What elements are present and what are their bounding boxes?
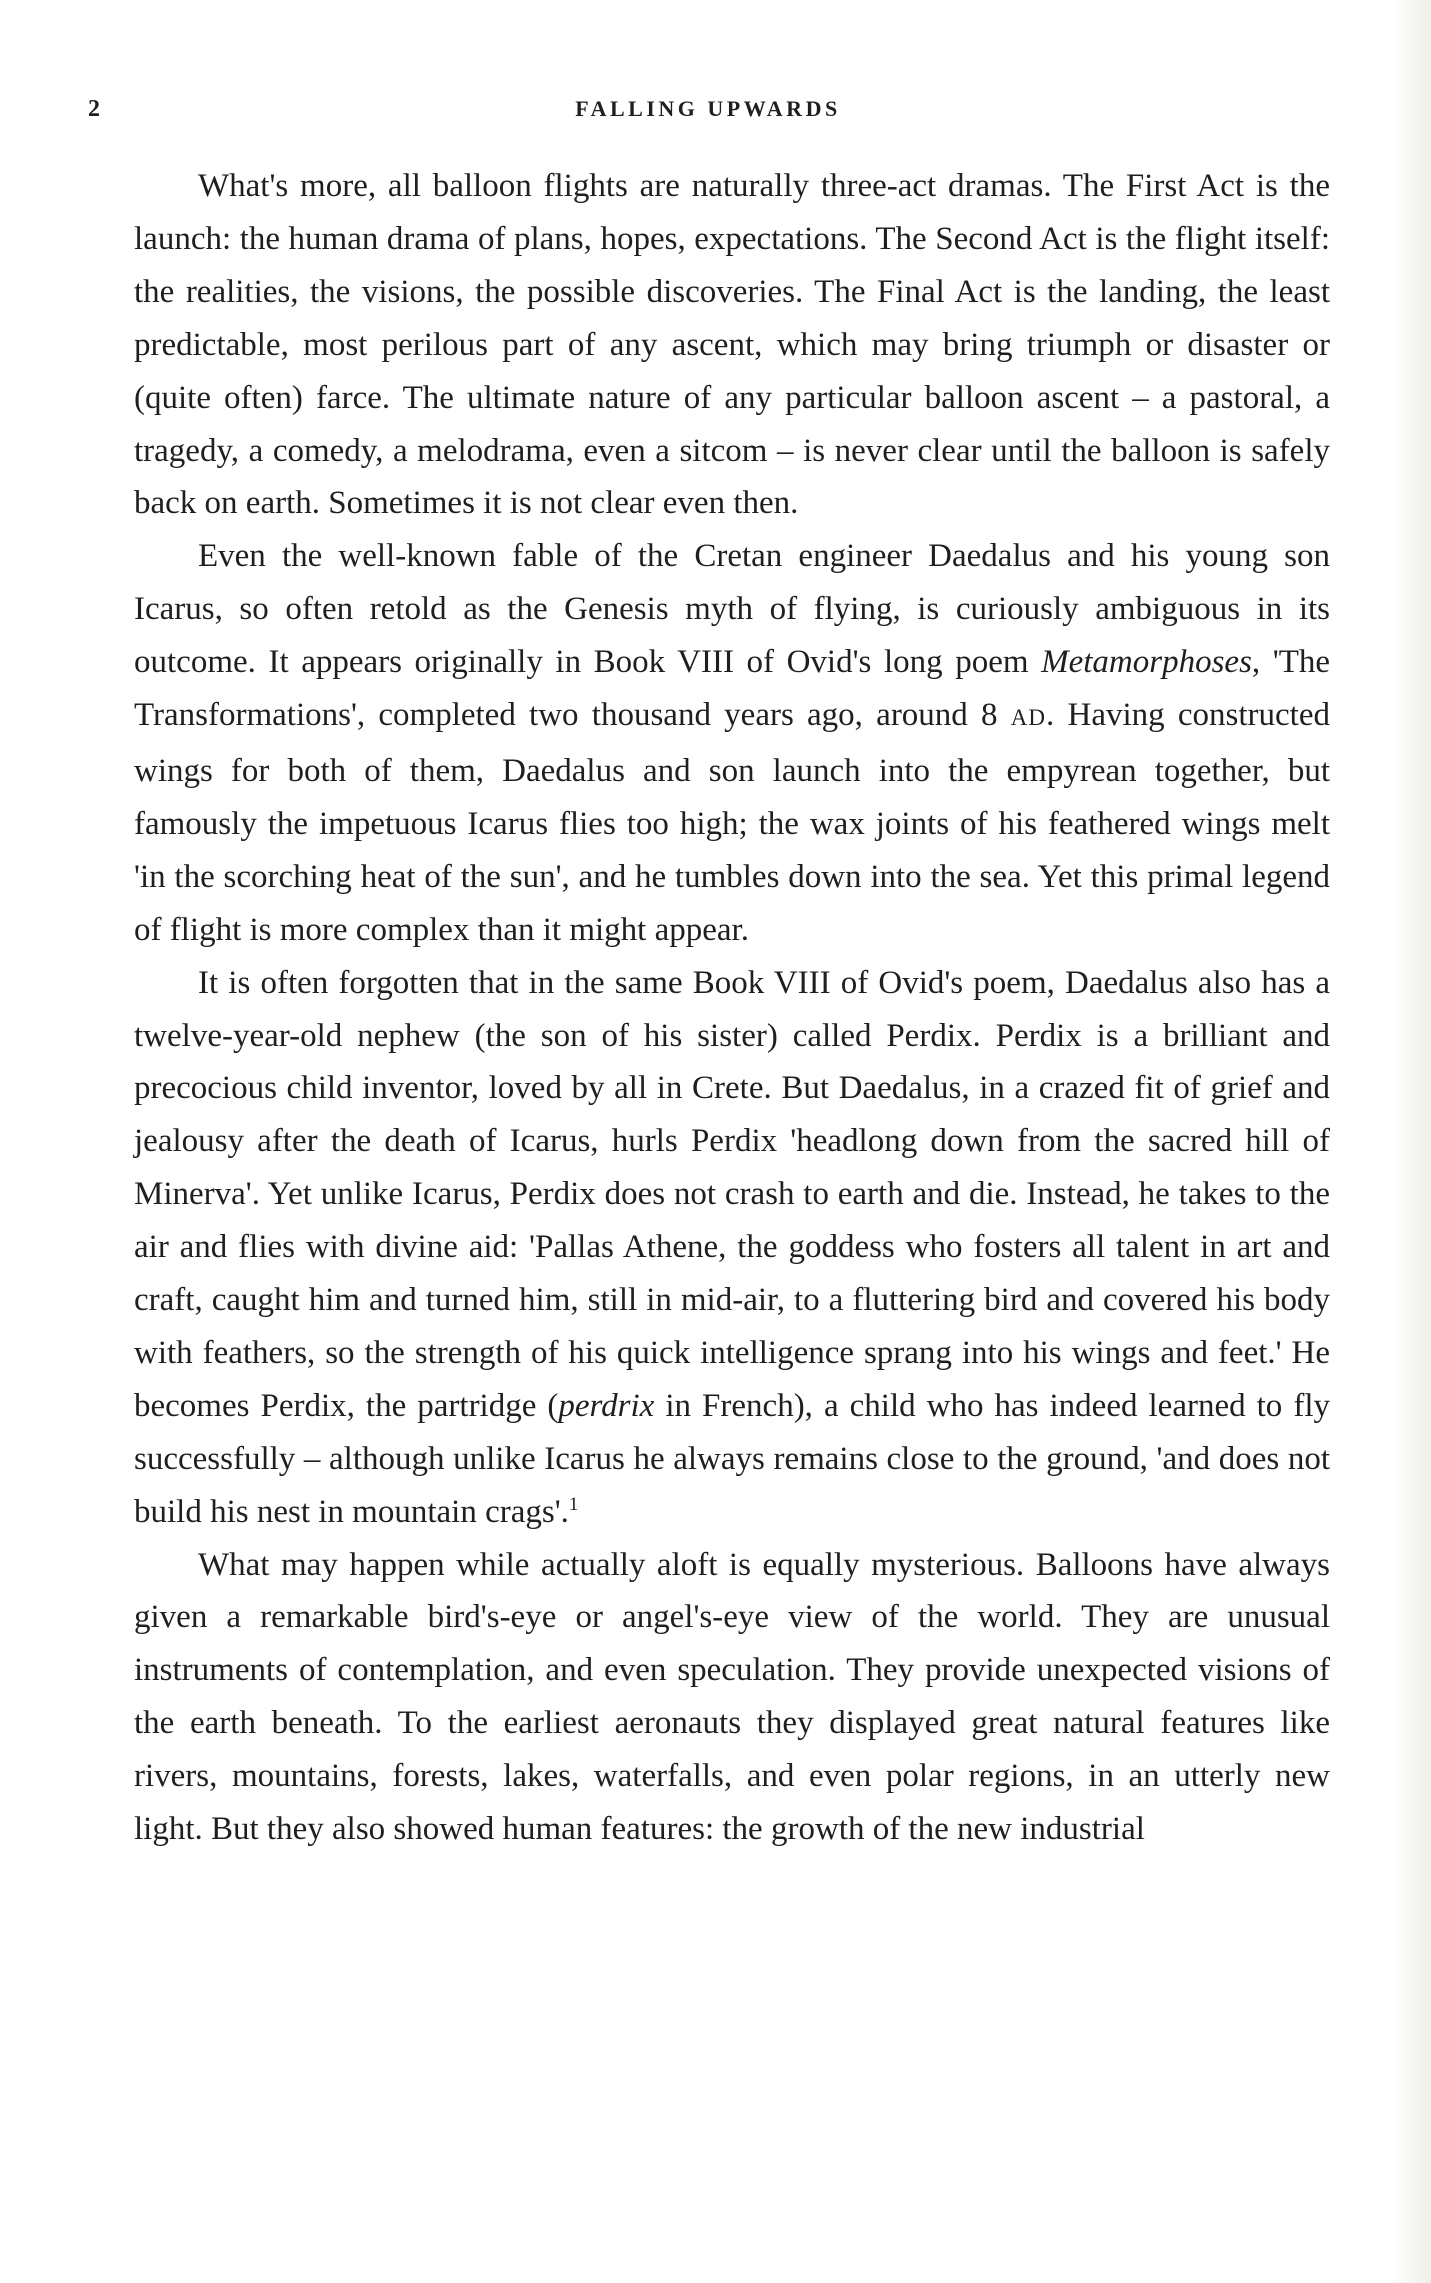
foreign-word: perdrix [558,1387,655,1424]
paragraph-daedalus-icarus [134,530,1330,956]
paragraph-text: in French), a child who has indeed learned to fly successfully – although unlike Icarus he always remains close to the ground, 'and does not build his nest in mountain crags'. [134,1387,1330,1530]
era-abbreviation: AD [1010,705,1047,731]
paragraph-aloft [134,1539,1330,1856]
body-text [134,160,1330,1856]
running-head: FALLING UPWARDS [575,96,841,121]
footnote-marker[interactable]: 1 [568,1493,579,1515]
paragraph-perdix [134,957,1330,1539]
page-number: 2 [88,96,101,122]
paragraph-text: What's more, all balloon flights are naturally three-act dramas. The First Act is the launch: the human drama of plans, hopes, expectations. The Second Act is the flight itself: the realities, the visions, the possible discoveries. The Final Act is the landing, the least predictable, most perilous part of any ascent, which may bring triumph or disaster or (quite often) farce. The ultimate nature of any particular balloon ascent – a pastoral, a tragedy, a comedy, a melodrama, even a sitcom – is never clear until the balloon is safely back on earth. Sometimes it is not clear even then. [134,168,1330,522]
paragraph-text: , 'The Transformations', completed two thousand years ago, around 8 [134,644,1330,734]
paragraph-text: What may happen while actually aloft is equally mysterious. Balloons have always given a remarkable bird's-eye or angel's-eye view of the world. They are unusual instruments of contemplation, and even speculation. They provide unexpected visions of the earth beneath. To the earliest aeronauts they displayed great natural features like rivers, mountains, forests, lakes, waterfalls, and even polar regions, in an utterly new light. But they also showed human features: the growth of the new industrial [134,1546,1330,1848]
page-header [88,96,1328,136]
page-edge-shadow [1391,0,1431,2283]
paragraph-text: It is often forgotten that in the same Book VIII of Ovid's poem, Daedalus also has a twelve-year-old nephew (the son of his sister) called Perdix. Perdix is a brilliant and precocious child inventor, loved by all in Crete. But Daedalus, in a crazed fit of grief and jealousy after the death of Icarus, hurls Perdix 'headlong down from the sacred hill of Minerva'. Yet unlike Icarus, Perdix does not crash to earth and die. Instead, he takes to the air and flies with divine aid: 'Pallas Athene, the goddess who fosters all talent in art and craft, caught him and turned him, still in mid-air, to a fluttering bird and covered his body with feathers, so the strength of his quick intelligence sprang into his wings and feet.' He becomes Perdix, the partridge ( [134,964,1330,1424]
paragraph-text: Even the well-known fable of the Cretan engineer Daedalus and his young son Icarus, so often retold as the Genesis myth of flying, is curiously ambiguous in its outcome. It appears originally in Book VIII of Ovid's long poem [134,538,1330,681]
paragraph-text: . Having constructed wings for both of them, Daedalus and son launch into the empyrean together, but famously the impetuous Icarus flies too high; the wax joints of his feathered wings melt 'in the scorching heat of the sun', and he tumbles down into the sea. Yet this primal legend of flight is more complex than it might appear. [134,697,1330,948]
paragraph-three-act-dramas [134,160,1330,530]
book-title: Metamorphoses [1041,644,1252,681]
